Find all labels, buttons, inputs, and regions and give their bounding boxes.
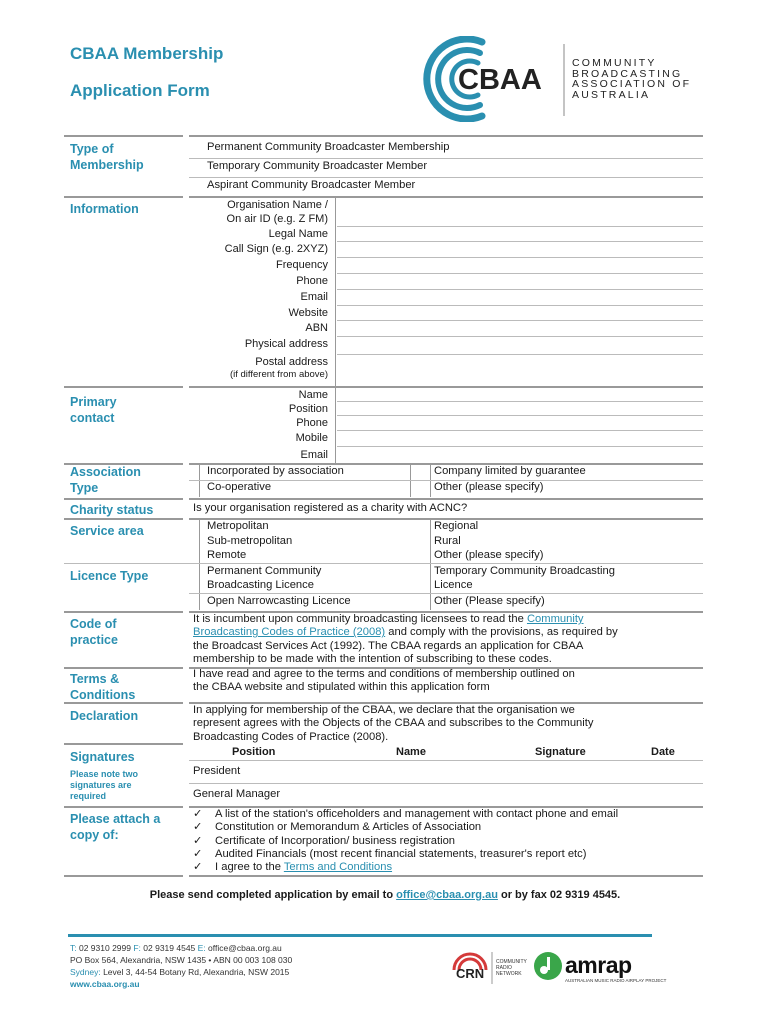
- column-date: Date: [651, 746, 675, 758]
- email-input[interactable]: [337, 305, 703, 306]
- call-sign-input[interactable]: [337, 257, 703, 258]
- terms-text: [193, 668, 575, 695]
- column-name: Name: [396, 746, 426, 758]
- signatures-note: Please note two signatures are required: [70, 769, 139, 801]
- abn-input[interactable]: [337, 336, 703, 337]
- section-service-area: Service area: [70, 524, 144, 538]
- licence-option-temporary[interactable]: [434, 565, 615, 592]
- service-option-rural[interactable]: Rural: [434, 535, 461, 547]
- phone-input[interactable]: [337, 289, 703, 290]
- text-span: and comply with the provisions, as required by: [385, 626, 618, 639]
- divider: [189, 177, 703, 178]
- checkbox-divider: [199, 518, 200, 610]
- section-association-type: Association Type: [70, 465, 141, 495]
- footer-website[interactable]: www.cbaa.org.au: [70, 979, 140, 989]
- label-line: Organisation Name /: [227, 199, 328, 211]
- attach-item-text: I agree to the: [215, 861, 284, 874]
- email-link[interactable]: office@cbaa.org.au: [396, 889, 498, 901]
- check-icon: ✓: [193, 821, 203, 834]
- form-title: CBAA Membership: [70, 44, 224, 63]
- assoc-option-incorporated[interactable]: Incorporated by association: [207, 465, 344, 477]
- footer-key: F:: [133, 943, 141, 953]
- attach-item-text: Constitution or Memorandum & Articles of Association: [215, 821, 482, 834]
- attach-item: [193, 848, 618, 861]
- amrap-music-icon: [532, 950, 564, 982]
- divider: [189, 875, 703, 877]
- text-line: I have read and agree to the terms and conditions of membership outlined on: [193, 668, 575, 680]
- legal-name-input[interactable]: [337, 241, 703, 242]
- divider: [64, 806, 183, 808]
- field-label-phone: Phone: [296, 275, 328, 287]
- amrap-subtitle: AUSTRALIAN MUSIC RADIO AIRPLAY PROJECT: [565, 978, 667, 983]
- check-icon: ✓: [193, 861, 203, 874]
- contact-label-name: Name: [298, 389, 328, 401]
- contact-name-input[interactable]: [337, 401, 703, 402]
- field-label-postal-address: Postal address: [255, 356, 328, 368]
- attach-item: [193, 808, 618, 821]
- text-line: [193, 626, 618, 639]
- divider: [189, 158, 703, 159]
- field-label-frequency: Frequency: [276, 259, 328, 271]
- check-icon: ✓: [193, 834, 203, 847]
- contact-position-input[interactable]: [337, 415, 703, 416]
- service-option-metropolitan[interactable]: Metropolitan: [207, 520, 269, 532]
- section-declaration: Declaration: [70, 709, 139, 723]
- check-icon: ✓: [193, 847, 203, 860]
- amrap-logo-text: amrap: [565, 952, 632, 978]
- field-label-website: Website: [288, 307, 328, 319]
- divider: [189, 498, 703, 500]
- declaration-text: [193, 704, 593, 744]
- footer-contact: [70, 942, 282, 954]
- text-line: In applying for membership of the CBAA, we declare that the organisation we: [193, 704, 575, 716]
- org-name-line: ASSOCIATION OF: [572, 78, 692, 90]
- org-name: [572, 58, 691, 100]
- send-text: Please send completed application by email to: [149, 889, 397, 901]
- attach-item-text: A list of the station's officeholders and management with contact phone and email: [215, 808, 619, 820]
- divider: [64, 518, 183, 520]
- attach-item: [193, 861, 618, 874]
- check-icon: ✓: [193, 808, 203, 820]
- attach-list: [193, 808, 618, 874]
- divider: [189, 135, 703, 137]
- option-line: Licence: [434, 578, 473, 591]
- divider: [64, 702, 183, 704]
- charity-question: Is your organisation registered as a charity with ACNC?: [193, 502, 468, 514]
- licence-option-narrowcasting[interactable]: Open Narrowcasting Licence: [207, 595, 351, 607]
- section-code-of-practice: Code of practice: [70, 617, 118, 647]
- assoc-option-cooperative[interactable]: Co-operative: [207, 481, 272, 493]
- contact-label-mobile: Mobile: [295, 432, 328, 444]
- field-divider: [335, 386, 336, 463]
- licence-option-other[interactable]: Other (Please specify): [434, 595, 545, 607]
- checkbox-divider: [430, 518, 431, 610]
- option-line: Broadcasting Licence: [207, 578, 314, 591]
- licence-option-permanent[interactable]: [207, 565, 321, 592]
- field-label-legal-name: Legal Name: [268, 228, 328, 240]
- footer-fax: 02 9319 4545: [140, 943, 198, 953]
- codes-link-part2[interactable]: Broadcasting Codes of Practice (2008): [193, 626, 386, 639]
- section-information: Information: [70, 202, 139, 216]
- membership-option-temporary[interactable]: Temporary Community Broadcaster Member: [207, 160, 428, 172]
- org-name-line: COMMUNITY: [572, 57, 657, 69]
- divider: [64, 875, 183, 877]
- crn-logo-text: CRN: [456, 966, 485, 981]
- assoc-option-company[interactable]: Company limited by guarantee: [434, 465, 586, 477]
- org-name-line: BROADCASTING: [572, 67, 683, 80]
- text-line: the Broadcast Services Act (1992). The CBAA regards an application for CBAA: [193, 639, 584, 652]
- divider: [64, 611, 183, 613]
- assoc-option-other[interactable]: Other (please specify): [434, 481, 544, 493]
- codes-link-part1[interactable]: Community: [526, 613, 584, 625]
- text-line: Broadcasting Codes of Practice (2008).: [193, 730, 389, 743]
- footer-postal: PO Box 564, Alexandria, NSW 1435 • ABN 00 003 108 030: [70, 955, 293, 965]
- footer-address-text: Level 3, 44-54 Botany Rd, Alexandria, NSW 2015: [100, 967, 290, 977]
- section-licence-type: Licence Type: [70, 569, 149, 583]
- service-option-regional[interactable]: Regional: [434, 520, 479, 532]
- membership-option-aspirant[interactable]: Aspirant Community Broadcaster Member: [207, 179, 416, 191]
- field-label-email: Email: [300, 291, 328, 303]
- label-line: On air ID (e.g. Z FM): [226, 213, 328, 225]
- field-label-postal-note: (if different from above): [229, 369, 328, 380]
- section-attach: Please attach a copy of:: [70, 812, 161, 842]
- field-label-physical-address: Physical address: [244, 338, 328, 350]
- divider: [189, 386, 703, 388]
- send-instructions: [0, 889, 770, 901]
- footer-key: E:: [197, 943, 206, 953]
- form-subtitle: Application Form: [70, 81, 210, 100]
- section-terms-conditions: Terms & Conditions: [70, 672, 136, 702]
- field-label-call-sign: Call Sign (e.g. 2XYZ): [224, 243, 328, 255]
- text-line: membership to be made with the intention of subscribing to these codes.: [193, 652, 552, 665]
- divider: [64, 196, 183, 198]
- code-of-practice-text: [193, 613, 618, 666]
- service-option-remote[interactable]: Remote: [207, 549, 247, 561]
- footer-phone: 02 9310 2999: [76, 943, 134, 953]
- attach-item: [193, 821, 618, 834]
- field-label-abn: ABN: [305, 322, 328, 334]
- option-line: Permanent Community: [207, 565, 322, 577]
- text-span: It is incumbent upon community broadcasting licensees to read the: [193, 613, 527, 625]
- column-position: Position: [232, 746, 276, 758]
- section-signatures: Signatures: [70, 750, 135, 764]
- attach-item: [193, 835, 618, 848]
- footer-rule: [68, 934, 652, 937]
- attach-item-text: Audited Financials (most recent financial statements, treasurer's report etc): [215, 847, 587, 860]
- section-type-of-membership: Type of Membership: [70, 142, 144, 172]
- contact-label-email: Email: [300, 449, 328, 461]
- physical-address-input[interactable]: [337, 354, 703, 355]
- attach-item-text: Certificate of Incorporation/ business registration: [215, 834, 456, 847]
- contact-mobile-input[interactable]: [337, 446, 703, 447]
- footer-key: Sydney:: [70, 967, 101, 977]
- field-label-organisation-name: [180, 198, 328, 226]
- signature-row-president: President: [193, 765, 241, 777]
- section-primary-contact: Primary contact: [70, 395, 117, 425]
- divider: [64, 667, 183, 669]
- contact-label-position: Position: [288, 403, 328, 415]
- membership-option-permanent[interactable]: Permanent Community Broadcaster Membership: [207, 141, 450, 153]
- contact-phone-input[interactable]: [337, 430, 703, 431]
- option-line: Temporary Community Broadcasting: [434, 565, 615, 577]
- crn-subtitle: COMMUNITY RADIO NETWORK: [496, 959, 527, 977]
- footer-key: T:: [70, 943, 77, 953]
- org-name-input[interactable]: [337, 226, 703, 227]
- divider: [64, 498, 183, 500]
- section-charity-status: Charity status: [70, 503, 154, 517]
- text-line: the CBAA website and stipulated within this application form: [193, 681, 490, 694]
- divider: [64, 386, 183, 388]
- divider: [189, 593, 703, 594]
- signature-row-general-manager: General Manager: [193, 788, 281, 800]
- send-text: or by fax 02 9319 4545.: [497, 889, 621, 901]
- divider: [64, 563, 703, 564]
- service-option-other[interactable]: Other (please specify): [434, 549, 544, 561]
- president-signature-line[interactable]: [189, 783, 703, 784]
- text-line: [193, 613, 618, 626]
- cbaa-logo-text: CBAA: [458, 64, 542, 96]
- website-input[interactable]: [337, 320, 703, 321]
- contact-label-phone: Phone: [296, 417, 328, 429]
- divider: [189, 760, 703, 761]
- column-signature: Signature: [535, 746, 586, 758]
- text-line: represent agrees with the Objects of the CBAA and subscribes to the Community: [193, 717, 594, 730]
- field-divider: [335, 196, 336, 386]
- frequency-input[interactable]: [337, 273, 703, 274]
- footer-address: [70, 966, 289, 978]
- service-option-sub-metropolitan[interactable]: Sub-metropolitan: [207, 535, 293, 547]
- terms-link[interactable]: Terms and Conditions: [283, 861, 393, 874]
- divider: [64, 743, 183, 745]
- divider: [64, 135, 183, 137]
- footer-email[interactable]: office@cbaa.org.au: [205, 943, 282, 953]
- org-name-line: AUSTRALIA: [572, 88, 651, 101]
